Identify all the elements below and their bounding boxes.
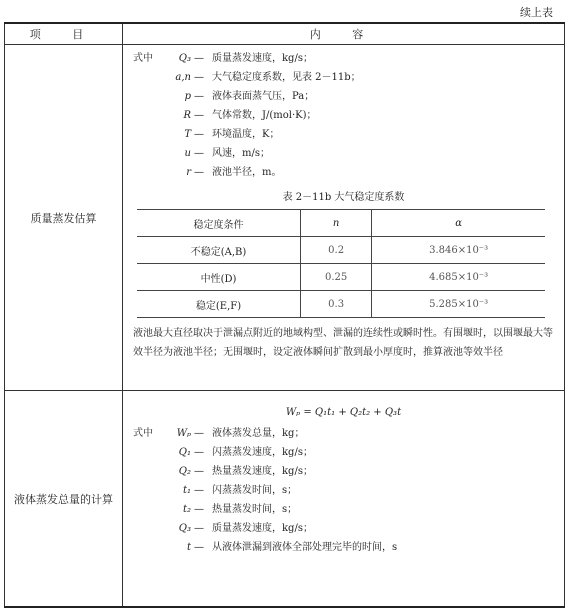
- variable-description: 液池半径，m。: [212, 167, 282, 178]
- variable-row: [133, 519, 554, 538]
- variable-row: [133, 462, 554, 481]
- variable-lead: [133, 144, 163, 163]
- variable-symbol: R: [183, 110, 191, 121]
- variable-description: 从液体泄漏到液体全部处理完毕的时间，s: [212, 542, 398, 553]
- variable-row: [133, 144, 554, 163]
- variable-dash: —: [194, 428, 204, 439]
- variable-row: [133, 538, 554, 557]
- variable-description: 质量蒸发速度，kg/s；: [212, 53, 313, 64]
- variable-symbol: Wₚ: [176, 428, 191, 439]
- liquid-pool-paragraph: 液池最大直径取决于泄漏点附近的地域构型、泄漏的连续性或瞬时性。有围堰时，以围堰最大等效半径为液池半径；无围堰时，设定液体瞬间扩散到最小厚度时，推算液池等效半径: [133, 328, 553, 358]
- variable-row: [133, 481, 554, 500]
- variable-dash: —: [194, 466, 204, 477]
- subtable-title: 表 2－11b 大气稳定度系数: [282, 192, 405, 203]
- header-content: 内 容: [123, 23, 565, 45]
- variable-dash: —: [194, 129, 204, 140]
- variable-symbol: Q₃: [178, 523, 191, 534]
- variable-symbol: u: [184, 148, 191, 159]
- variable-row: [133, 443, 554, 462]
- variable-lead: [133, 538, 163, 557]
- variable-row: [133, 424, 554, 443]
- subtable-header: [137, 210, 545, 237]
- variable-dash: —: [194, 91, 204, 102]
- variable-lead: [133, 163, 163, 182]
- variable-lead: [133, 68, 163, 87]
- variable-symbol: p: [184, 91, 191, 102]
- variable-dash: —: [194, 110, 204, 121]
- subtable-cell: 4.685×10⁻³: [372, 264, 545, 291]
- variable-row: [133, 125, 554, 144]
- subtable-header-cell: α: [372, 210, 545, 237]
- section1-row: [5, 45, 565, 391]
- variable-dash: —: [194, 167, 204, 178]
- subtable-header-cell: 稳定度条件: [137, 210, 301, 237]
- variable-description: 液体表面蒸气压，Pa；: [212, 91, 315, 102]
- subtable-cell: 中性(D): [137, 264, 301, 291]
- variable-symbol: t: [186, 542, 191, 553]
- variable-symbol: r: [186, 167, 191, 178]
- variable-dash: —: [194, 53, 204, 64]
- variable-symbol: t₁: [182, 485, 191, 496]
- variable-symbol: Q₂: [178, 466, 191, 477]
- variable-lead: [133, 125, 163, 144]
- subtable-cell: 0.3: [301, 291, 372, 318]
- section1-content: [123, 45, 565, 391]
- subtable-header-cell: n: [301, 210, 372, 237]
- variable-lead: [133, 443, 163, 462]
- variable-description: 热量蒸发时间，s；: [212, 504, 298, 515]
- section2-row: [5, 391, 565, 608]
- section1-variables: [133, 49, 554, 182]
- stability-table: [137, 209, 545, 318]
- variable-row: [133, 163, 554, 182]
- variable-row: [133, 87, 554, 106]
- subtable-row: [137, 291, 545, 318]
- variable-symbol: Q₃: [178, 53, 191, 64]
- variable-lead: [133, 106, 163, 125]
- subtable-cell: 3.846×10⁻³: [372, 237, 545, 264]
- variable-lead: [133, 462, 163, 481]
- variable-description: 气体常数，J/(mol·K)；: [212, 110, 317, 121]
- variable-row: [133, 68, 554, 87]
- variable-dash: —: [194, 148, 204, 159]
- variable-description: 风速，m/s；: [212, 148, 270, 159]
- variable-description: 闪蒸蒸发时间，s；: [212, 485, 298, 496]
- variable-lead: 式中: [133, 428, 153, 439]
- variable-lead: [133, 481, 163, 500]
- main-table: [4, 22, 565, 608]
- variable-dash: —: [194, 485, 204, 496]
- subtable-row: [137, 237, 545, 264]
- variable-dash: —: [194, 542, 204, 553]
- variable-row: [133, 49, 554, 68]
- variable-symbol: T: [184, 129, 191, 140]
- header-row: [5, 23, 565, 45]
- variable-description: 液体蒸发总量，kg；: [212, 428, 305, 439]
- variable-description: 大气稳定度系数，见表 2－11b；: [212, 72, 361, 83]
- variable-row: [133, 106, 554, 125]
- section2-item: 液体蒸发总量的计算: [5, 391, 123, 608]
- section1-item: 质量蒸发估算: [5, 45, 123, 391]
- variable-row: [133, 500, 554, 519]
- variable-description: 质量蒸发速度，kg/s；: [212, 523, 313, 534]
- variable-dash: —: [194, 447, 204, 458]
- variable-dash: —: [194, 523, 204, 534]
- variable-dash: —: [194, 504, 204, 515]
- variable-description: 闪蒸蒸发速度，kg/s；: [212, 447, 313, 458]
- header-item: 项 目: [5, 23, 123, 45]
- continued-caption: 续上表: [520, 6, 553, 19]
- variable-lead: [133, 500, 163, 519]
- subtable-cell: 0.2: [301, 237, 372, 264]
- variable-lead: [133, 519, 163, 538]
- variable-description: 热量蒸发速度，kg/s；: [212, 466, 313, 477]
- variable-lead: [133, 87, 163, 106]
- variable-dash: —: [194, 72, 204, 83]
- subtable-cell: 稳定(E,F): [137, 291, 301, 318]
- subtable-row: [137, 264, 545, 291]
- subtable-cell: 5.285×10⁻³: [372, 291, 545, 318]
- variable-lead: 式中: [133, 53, 153, 64]
- subtable-cell: 0.25: [301, 264, 372, 291]
- variable-description: 环境温度，K；: [212, 129, 280, 140]
- variable-symbol: a,n: [175, 72, 191, 83]
- variable-symbol: t₂: [182, 504, 191, 515]
- section2-content: [123, 391, 565, 608]
- subtable-cell: 不稳定(A,B): [137, 237, 301, 264]
- variable-symbol: Q₁: [178, 447, 191, 458]
- section2-variables: [133, 424, 554, 557]
- evaporation-formula: Wₚ = Q₁t₁ + Q₂t₂ + Q₃t: [285, 407, 402, 418]
